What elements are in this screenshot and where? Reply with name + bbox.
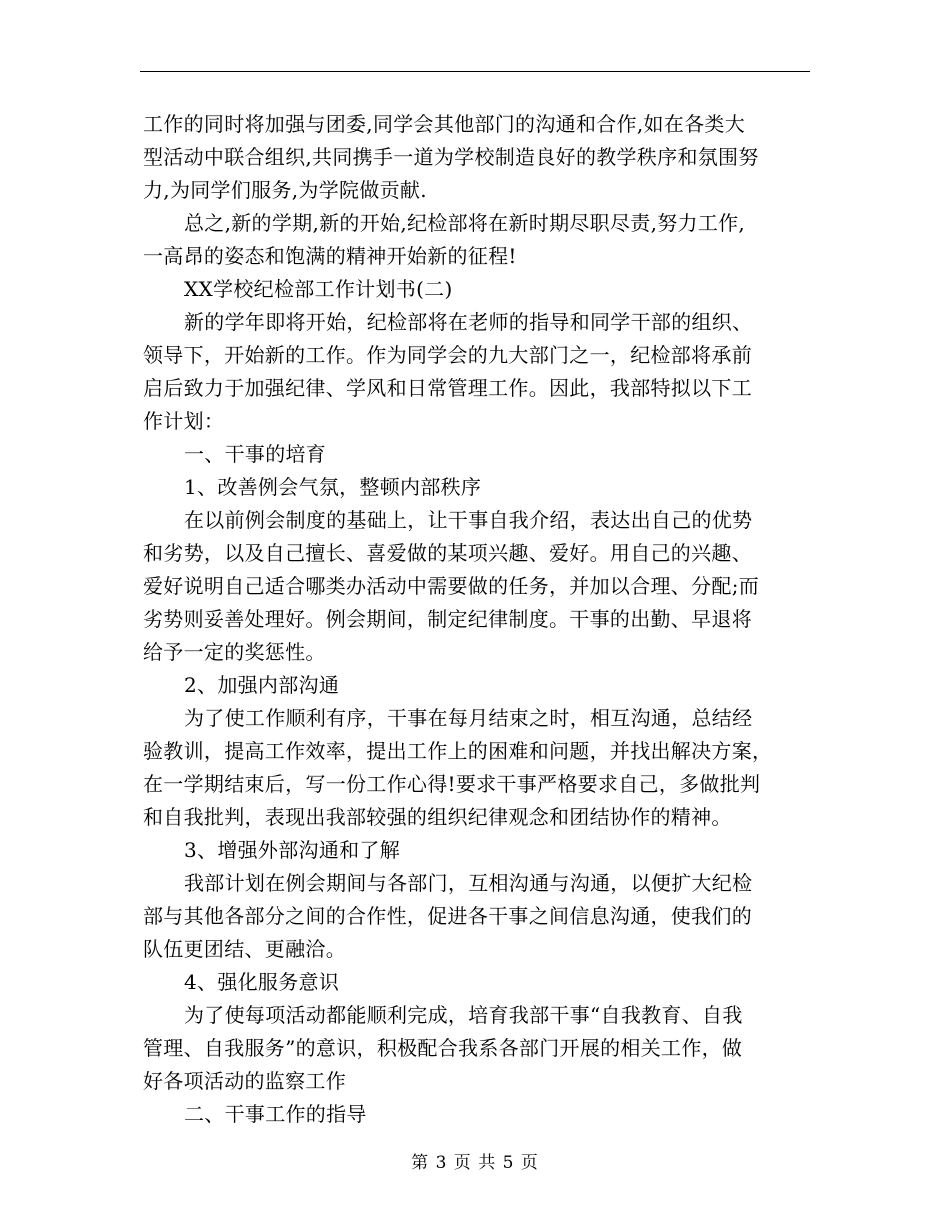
page-indicator: 第 3 页 共 5 页 bbox=[411, 1153, 539, 1173]
text-line: 一、干事的培育 bbox=[184, 442, 327, 466]
text-line: 为了使每项活动都能顺利完成，培育我部干事“自我教育、自我 bbox=[184, 1003, 743, 1027]
text-line: 总之,新的学期,新的开始,纪检部将在新时期尽职尽责,努力工作, bbox=[184, 211, 746, 235]
text-line: 在以前例会制度的基础上，让干事自我介绍，表达出自己的优势 bbox=[184, 508, 753, 532]
text-line: 1、改善例会气氛，整顿内部秩序 bbox=[184, 475, 482, 499]
text-line: 劣势则妥善处理好。例会期间，制定纪律制度。干事的出勤、早退将 bbox=[143, 607, 752, 631]
text-line: XX学校纪检部工作计划书(二) bbox=[184, 277, 453, 301]
header-rule bbox=[140, 71, 810, 72]
text-line: 我部计划在例会期间与各部门，互相沟通与沟通，以便扩大纪检 bbox=[184, 871, 753, 895]
text-line: 和劣势，以及自己擅长、喜爱做的某项兴趣、爱好。用自己的兴趣、 bbox=[143, 541, 752, 565]
document-body bbox=[143, 108, 813, 1131]
text-line: 给予一定的奖惩性。 bbox=[143, 640, 326, 664]
text-line: 和自我批判，表现出我部较强的组织纪律观念和团结协作的精神。 bbox=[143, 805, 732, 829]
text-line: 一高昂的姿态和饱满的精神开始新的征程! bbox=[143, 244, 517, 268]
text-line: 管理、自我服务”的意识，积极配合我系各部门开展的相关工作，做 bbox=[143, 1036, 743, 1060]
text-line: 为了使工作顺利有序，干事在每月结束之时，相互沟通，总结经 bbox=[184, 706, 753, 730]
text-line: 队伍更团结、更融洽。 bbox=[143, 937, 346, 961]
text-line: 好各项活动的监察工作 bbox=[143, 1069, 346, 1093]
text-line: 2、加强内部沟通 bbox=[184, 673, 340, 697]
text-line: 3、增强外部沟通和了解 bbox=[184, 838, 401, 862]
text-line: 型活动中联合组织,共同携手一道为学校制造良好的教学秩序和氛围努 bbox=[143, 145, 759, 169]
text-line: 作计划： bbox=[143, 409, 225, 433]
text-line: 4、强化服务意识 bbox=[184, 970, 340, 994]
text-line: 新的学年即将开始，纪检部将在老师的指导和同学干部的组织、 bbox=[184, 310, 753, 334]
text-line: 爱好说明自己适合哪类办活动中需要做的任务，并加以合理、分配;而 bbox=[143, 574, 760, 598]
text-line: 在一学期结束后，写一份工作心得!要求干事严格要求自己，多做批判 bbox=[143, 772, 761, 796]
text-line: 部与其他各部分之间的合作性，促进各干事之间信息沟通，使我们的 bbox=[143, 904, 752, 928]
text-line: 启后致力于加强纪律、学风和日常管理工作。因此，我部特拟以下工 bbox=[143, 376, 752, 400]
text-line: 二、干事工作的指导 bbox=[184, 1102, 367, 1126]
text-line: 力,为同学们服务,为学院做贡献. bbox=[143, 178, 427, 202]
text-line: 验教训，提高工作效率，提出工作上的困难和问题，并找出解决方案， bbox=[143, 739, 773, 763]
text-line: 工作的同时将加强与团委,同学会其他部门的沟通和合作,如在各类大 bbox=[143, 112, 746, 136]
text-line: 领导下，开始新的工作。作为同学会的九大部门之一，纪检部将承前 bbox=[143, 343, 752, 367]
